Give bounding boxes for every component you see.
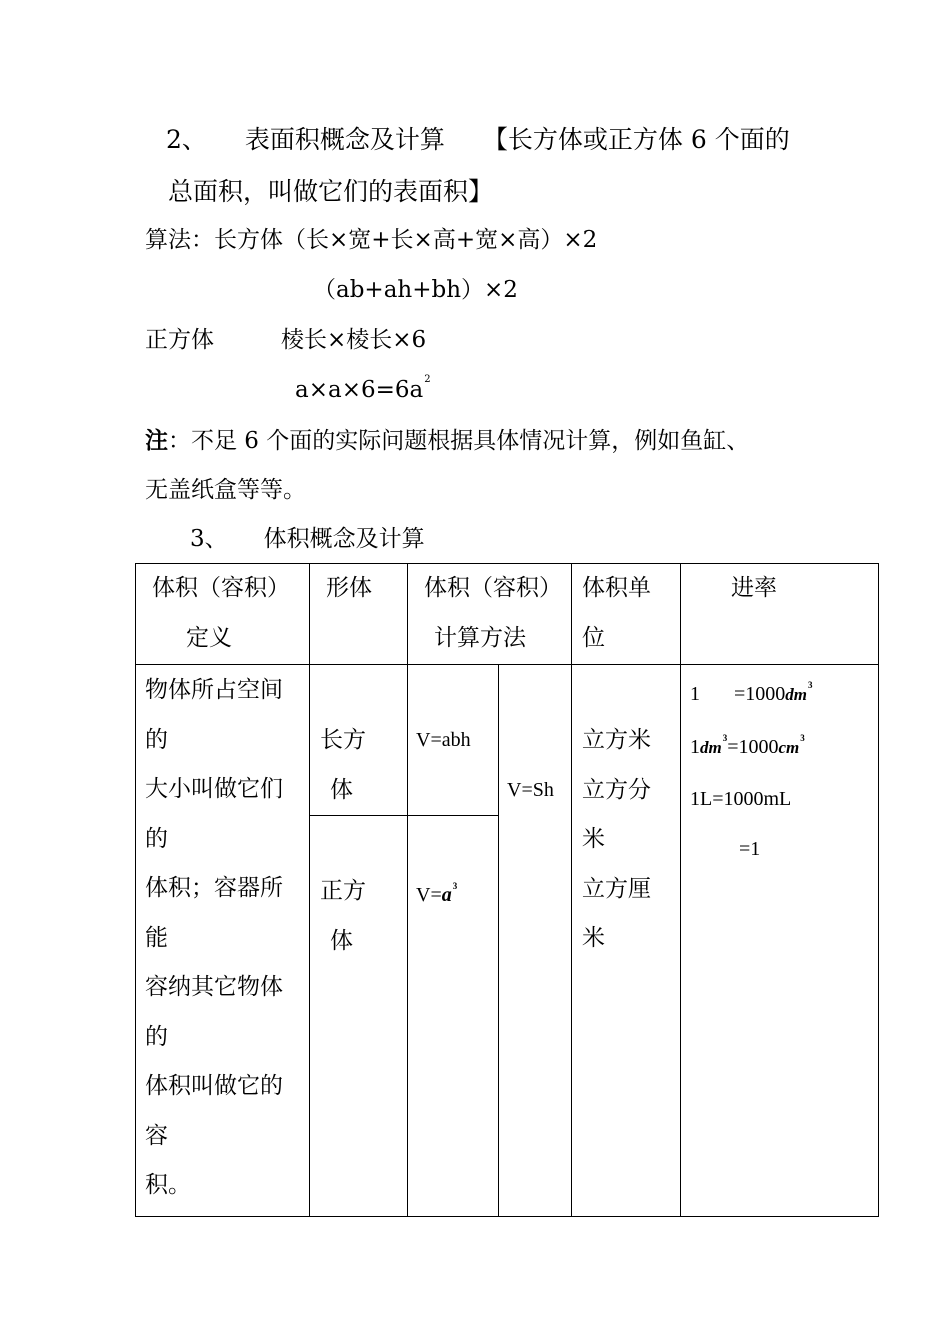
unit-line: 米 bbox=[582, 925, 605, 951]
section-2-number: 2、 bbox=[166, 125, 207, 154]
units-cell bbox=[572, 665, 681, 1217]
cuboid-name-cell bbox=[310, 665, 408, 816]
rate-line-3: 1L=1000mL bbox=[690, 788, 792, 810]
cube-label: 正方体 bbox=[145, 327, 214, 353]
volume-table bbox=[135, 563, 879, 1217]
header-method bbox=[408, 564, 572, 665]
note-text-1: ：不足 6 个面的实际问题根据具体情况计算，例如鱼缸、 bbox=[168, 428, 750, 454]
header-definition-line2: 定义 bbox=[186, 624, 232, 651]
header-unit-line2: 位 bbox=[582, 624, 605, 651]
definition-line: 的 bbox=[145, 726, 168, 753]
rate-1-left: 1 bbox=[690, 683, 700, 705]
section-2-heading bbox=[166, 127, 790, 152]
header-unit-line1: 体积单 bbox=[582, 575, 651, 601]
definition-cell bbox=[136, 665, 310, 1217]
rates-cell bbox=[681, 665, 879, 1217]
header-unit bbox=[572, 564, 681, 665]
cuboid-name-line1: 长方 bbox=[320, 727, 366, 753]
definition-line: 积。 bbox=[145, 1172, 191, 1198]
rate-line-4: =1 bbox=[739, 837, 761, 860]
rate-line-2 bbox=[690, 723, 878, 776]
rate-2-unit-a: dm bbox=[700, 737, 722, 757]
cube-formula-cell bbox=[408, 816, 499, 1217]
cube-formula-prefix: V= bbox=[416, 884, 442, 906]
header-rate bbox=[681, 564, 879, 665]
cube-formula bbox=[408, 816, 498, 924]
unit-line: 立方厘 bbox=[582, 875, 651, 902]
surface-area-definition-line2: 总面积，叫做它们的表面积】 bbox=[168, 177, 494, 206]
definition-line: 大小叫做它们 bbox=[145, 776, 283, 802]
cube-name-cell bbox=[310, 816, 408, 1217]
header-definition bbox=[136, 564, 310, 665]
cube-name-line1: 正方 bbox=[320, 878, 366, 904]
cuboid-name-line2: 体 bbox=[330, 776, 353, 803]
cuboid-words: （长×宽+长×高+宽×高）×2 bbox=[283, 227, 598, 253]
rate-1-unit: dm bbox=[785, 685, 808, 704]
definition-line: 的 bbox=[145, 1023, 168, 1050]
cube-letters: a×a×6=6a bbox=[295, 377, 424, 403]
definition-line: 体积叫做它的 bbox=[145, 1073, 283, 1099]
note-line1 bbox=[145, 429, 749, 453]
header-method-line2: 计算方法 bbox=[434, 624, 526, 651]
header-shape bbox=[310, 564, 408, 665]
cube-formula-exponent: 3 bbox=[452, 881, 458, 891]
note-label: 注 bbox=[145, 427, 168, 454]
cube-formula-letters bbox=[295, 374, 431, 403]
section-3-title: 体积概念及计算 bbox=[263, 526, 425, 552]
rate-2-unit-b: cm bbox=[778, 737, 800, 757]
definition-line: 能 bbox=[145, 924, 168, 951]
definition-line: 体积；容器所 bbox=[145, 875, 283, 901]
cuboid-formula-letters: （ab+ah+bh）×2 bbox=[313, 277, 518, 303]
header-shape-text: 形体 bbox=[326, 575, 372, 601]
cuboid-formula: V=abh bbox=[416, 729, 471, 751]
general-formula-cell bbox=[499, 665, 572, 1217]
section-3-heading bbox=[190, 528, 425, 551]
rate-1-exponent: 3 bbox=[808, 680, 813, 690]
cuboid-label: 长方体 bbox=[214, 227, 283, 253]
cuboid-formula-cell bbox=[408, 665, 499, 816]
rate-line-1 bbox=[690, 670, 878, 723]
header-rate-text: 进率 bbox=[731, 575, 777, 601]
rate-2-left: 1 bbox=[690, 735, 700, 758]
cube-formula-var: a bbox=[441, 884, 452, 906]
cuboid-formula-words bbox=[145, 229, 597, 252]
general-formula: V=Sh bbox=[507, 779, 554, 801]
cube-name-line2: 体 bbox=[330, 927, 353, 954]
definition-line: 容纳其它物体 bbox=[145, 974, 283, 1000]
section-2-title: 表面积概念及计算 bbox=[244, 125, 445, 154]
section-3-number: 3、 bbox=[190, 526, 228, 552]
unit-line: 米 bbox=[582, 826, 605, 852]
cube-letters-exponent: 2 bbox=[424, 374, 431, 385]
rate-2-exponent-a: 3 bbox=[722, 732, 728, 743]
definition-line: 容 bbox=[145, 1122, 168, 1149]
header-method-line1: 体积（容积） bbox=[424, 575, 562, 601]
surface-area-definition-line1: 【长方体或正方体 6 个面的 bbox=[482, 125, 790, 154]
cube-formula-words: 棱长×棱长×6 bbox=[281, 327, 427, 353]
rate-1-right: =1000 bbox=[734, 683, 786, 705]
note-line2: 无盖纸盒等等。 bbox=[145, 477, 306, 503]
algorithm-label: 算法： bbox=[145, 227, 214, 253]
header-definition-line1: 体积（容积） bbox=[152, 575, 290, 601]
unit-line: 立方米 bbox=[582, 727, 651, 753]
rate-2-mid: =1000 bbox=[727, 735, 779, 758]
definition-line: 物体所占空间 bbox=[145, 677, 283, 703]
definition-line: 的 bbox=[145, 825, 168, 852]
unit-line: 立方分 bbox=[582, 776, 651, 803]
rate-2-exponent-b: 3 bbox=[800, 732, 805, 743]
